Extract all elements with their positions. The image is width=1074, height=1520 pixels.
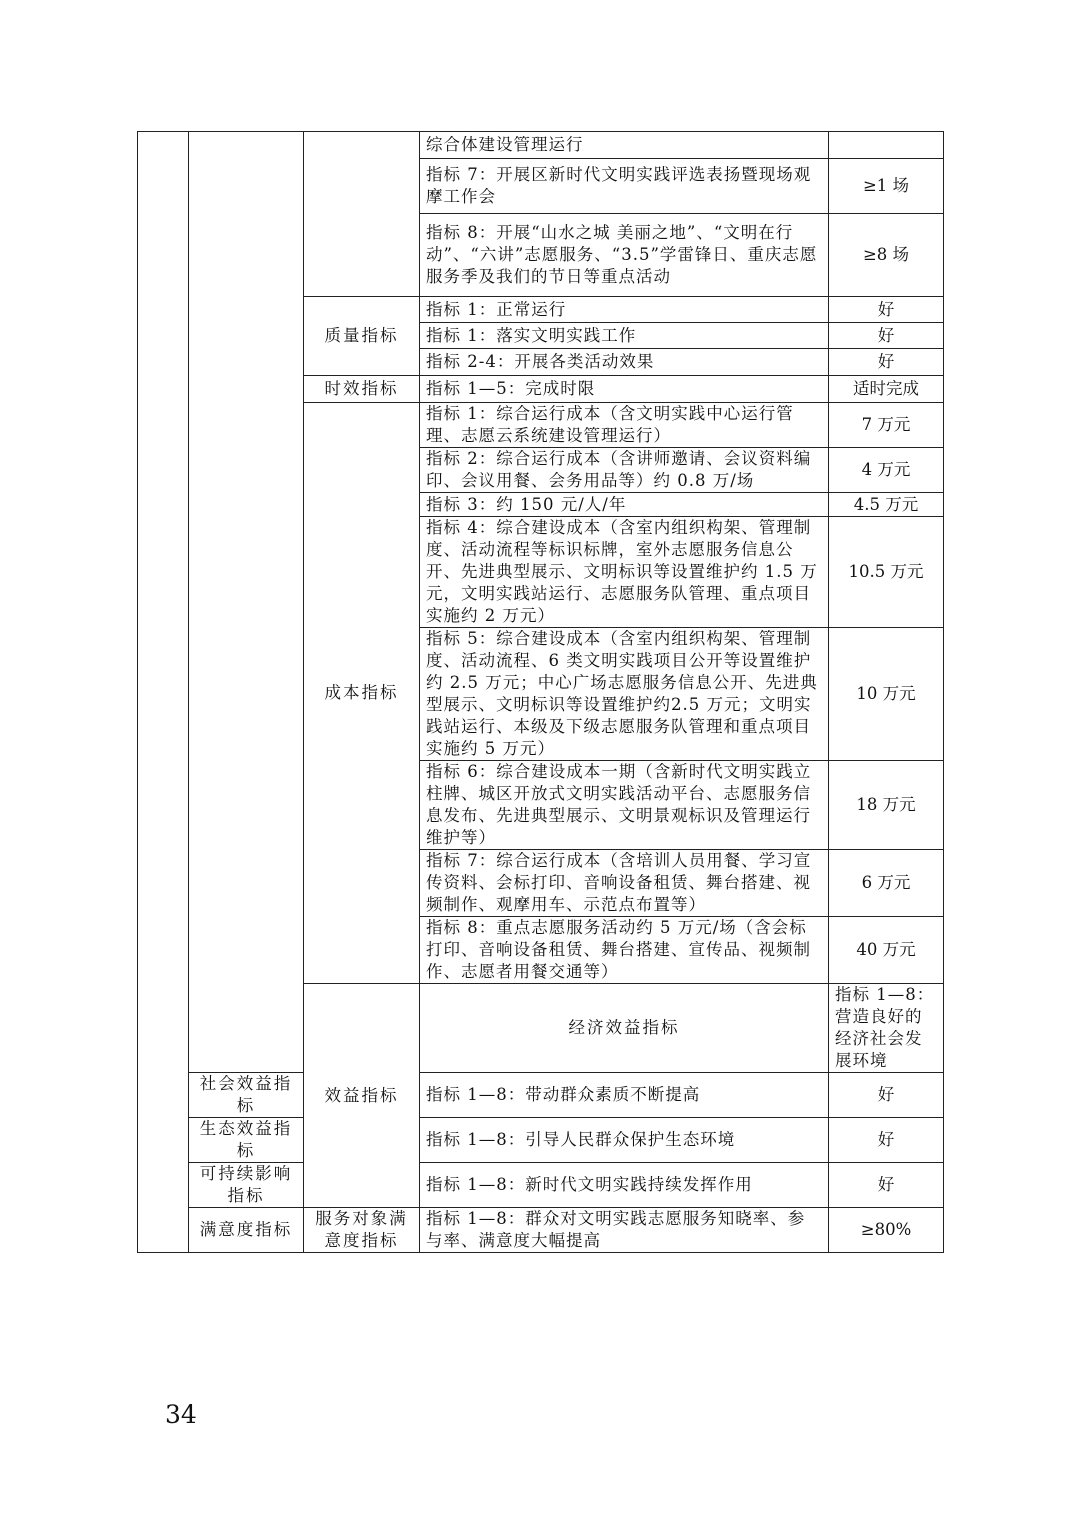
target-cell: ≥80% <box>829 1208 944 1253</box>
indicator-cell: 指标 5：综合建设成本（含室内组织构架、管理制度、活动流程、6 类文明实践项目公开等设置维护约 2.5 万元；中心广场志愿服务信息公开、先进典型展示、文明标识等设置维护约2.5 万元；文明实践站运行、本级及下级志愿服务队管理和重点项目实施约 5 万元） <box>420 628 829 761</box>
page-number: 34 <box>165 1400 197 1429</box>
satisfaction-indicator-label: 满意度指标 <box>189 1208 304 1253</box>
indicator-cell: 指标 2-4：开展各类活动效果 <box>420 349 829 376</box>
indicator-cell: 指标 8：重点志愿服务活动约 5 万元/场（含会标打印、音响设备租赁、舞台搭建、宣传品、视频制作、志愿者用餐交通等） <box>420 917 829 984</box>
target-cell: 好 <box>829 1073 944 1118</box>
target-cell: 适时完成 <box>829 376 944 403</box>
indicator-cell: 指标 1：综合运行成本（含文明实践中心运行管理、志愿云系统建设管理运行） <box>420 403 829 448</box>
sub-indicator-label: 生态效益指标 <box>189 1118 304 1163</box>
target-cell: 4 万元 <box>829 448 944 493</box>
target-cell: 好 <box>829 297 944 323</box>
target-cell: 6 万元 <box>829 850 944 917</box>
target-cell: 40 万元 <box>829 917 944 984</box>
target-cell: 4.5 万元 <box>829 493 944 517</box>
quality-indicator-label: 质量指标 <box>304 297 420 376</box>
target-cell: 好 <box>829 349 944 376</box>
indicator-cell: 指标 1：落实文明实践工作 <box>420 323 829 349</box>
target-cell: 好 <box>829 1118 944 1163</box>
indicator-cell: 指标 1—5：完成时限 <box>420 376 829 403</box>
target-cell: 10.5 万元 <box>829 517 944 628</box>
table-row <box>138 1163 944 1208</box>
indicator-cell: 指标 7：综合运行成本（含培训人员用餐、学习宣传资料、会标打印、音响设备租赁、舞台搭建、视频制作、观摩用车、示范点布置等） <box>420 850 829 917</box>
indicator-cell: 指标 6：综合建设成本一期（含新时代文明实践立柱牌、城区开放式文明实践活动平台、志愿服务信息发布、先进典型展示、文明景观标识及管理运行维护等） <box>420 761 829 850</box>
indicator-cell: 指标 1—8：带动群众素质不断提高 <box>420 1073 829 1118</box>
table-row <box>138 1208 944 1253</box>
target-cell: ≥8 场 <box>829 214 944 297</box>
indicator-cell: 指标 1—8：新时代文明实践持续发挥作用 <box>420 1163 829 1208</box>
indicator-cell: 指标 1—8：群众对文明实践志愿服务知晓率、参与率、满意度大幅提高 <box>420 1208 829 1253</box>
target-cell: 18 万元 <box>829 761 944 850</box>
target-cell: 10 万元 <box>829 628 944 761</box>
indicator-cell: 指标 8：开展“山水之城 美丽之地”、“文明在行动”、“六讲”志愿服务、“3.5”学雷锋日、重庆志愿服务季及我们的节日等重点活动 <box>420 214 829 297</box>
table-row <box>138 1118 944 1163</box>
indicator-cell: 指标 4：综合建设成本（含室内组织构架、管理制度、活动流程等标识标牌，室外志愿服务信息公开、先进典型展示、文明标识等设置维护约 1.5 万元，文明实践站运行、志愿服务队管理、重点项目实施约 2 万元） <box>420 517 829 628</box>
benefit-indicator-label: 效益指标 <box>304 984 420 1208</box>
level2-cell-empty <box>189 132 304 1073</box>
target-cell: 7 万元 <box>829 403 944 448</box>
target-cell <box>829 132 944 159</box>
sub-indicator-label: 社会效益指标 <box>189 1073 304 1118</box>
performance-indicator-table <box>137 131 944 1253</box>
cost-indicator-label: 成本指标 <box>304 403 420 984</box>
indicator-cell: 指标 1：正常运行 <box>420 297 829 323</box>
sub-indicator-label: 可持续影响指标 <box>189 1163 304 1208</box>
indicator-cell: 指标 1—8：引导人民群众保护生态环境 <box>420 1118 829 1163</box>
table-row <box>138 132 944 159</box>
target-cell: ≥1 场 <box>829 159 944 214</box>
target-cell: 好 <box>829 1163 944 1208</box>
level1-cell-empty <box>138 132 189 1253</box>
sub-indicator-label: 经济效益指标 <box>420 984 829 1073</box>
indicator-cell: 指标 7：开展区新时代文明实践评选表扬暨现场观摩工作会 <box>420 159 829 214</box>
target-cell: 好 <box>829 323 944 349</box>
sub-indicator-label: 服务对象满意度指标 <box>304 1208 420 1253</box>
indicator-cell: 指标 3：约 150 元/人/年 <box>420 493 829 517</box>
indicator-cell: 指标 1—8：营造良好的经济社会发展环境 <box>829 984 944 1073</box>
timeliness-indicator-label: 时效指标 <box>304 376 420 403</box>
table-row <box>138 1073 944 1118</box>
level3-cell-empty <box>304 132 420 297</box>
indicator-cell: 指标 2：综合运行成本（含讲师邀请、会议资料编印、会议用餐、会务用品等）约 0.8 万/场 <box>420 448 829 493</box>
indicator-cell: 综合体建设管理运行 <box>420 132 829 159</box>
